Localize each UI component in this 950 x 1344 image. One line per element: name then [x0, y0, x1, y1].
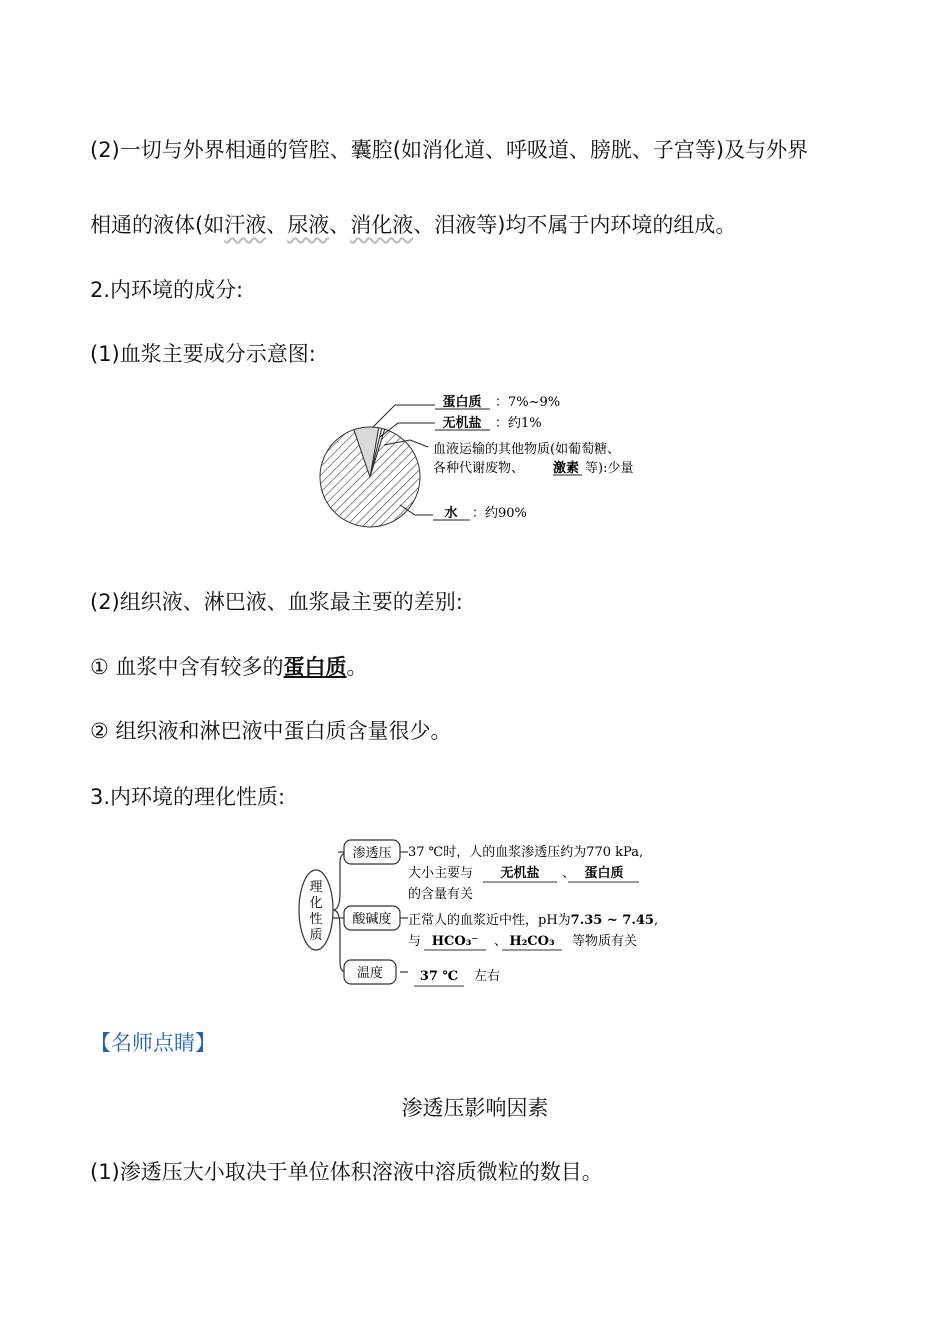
acidity-line2-prefix: 与	[408, 934, 422, 949]
root-char: 化	[309, 896, 323, 911]
list-item	[90, 653, 368, 681]
water-label: 水	[444, 506, 458, 521]
acidity-label: 酸碱度	[352, 912, 392, 927]
osmotic-protein: 蛋白质	[584, 866, 624, 881]
root-char: 理	[309, 880, 323, 895]
text-segment: 尿液	[287, 213, 330, 237]
hco3-answer: HCO₃⁻	[431, 934, 479, 949]
osmotic-salt: 无机盐	[500, 866, 540, 881]
paragraph-line	[90, 211, 736, 239]
tip-title: 【名师点睛】	[90, 1031, 216, 1055]
h2co3-answer: H₂CO₃	[509, 934, 555, 949]
temperature-label: 温度	[356, 966, 384, 981]
osmotic-line1: 37 ℃时，人的血浆渗透压约为770 kPa,	[408, 845, 644, 860]
salt-value: ：约1%	[495, 416, 542, 431]
tip-line: (1)渗透压大小取决于单位体积溶液中溶质微粒的数目。	[90, 1160, 603, 1184]
temperature-value: 37 ℃	[419, 969, 459, 984]
plasma-pie-diagram	[300, 385, 660, 545]
tip-subtitle: 渗透压影响因素	[401, 1096, 549, 1120]
sub-heading: (1)血浆主要成分示意图:	[90, 342, 316, 366]
osmotic-line2: 大小主要与	[408, 866, 474, 881]
other-substances-line1: 血液运输的其他物质(如葡萄糖、	[433, 442, 621, 457]
text-segment: 、	[413, 213, 435, 237]
protein-value: ：7%~9%	[495, 395, 561, 410]
physicochemical-mindmap	[296, 832, 666, 992]
text-segment: 。	[346, 655, 368, 679]
acidity-line2-suffix: 等物质有关	[572, 934, 638, 949]
sub-heading: (2)组织液、淋巴液、血浆最主要的差别:	[90, 590, 463, 614]
text-segment: 消化液	[350, 213, 414, 237]
protein-label: 蛋白质	[442, 395, 482, 410]
text-segment: ① 血浆中含有较多的	[90, 655, 284, 679]
acidity-line1: 正常人的血浆近中性，pH为7.35 ~ 7.45,	[408, 913, 659, 928]
section-heading: 2.内环境的成分:	[90, 278, 244, 302]
salt-label: 无机盐	[442, 416, 482, 431]
hormone-label: 激素	[553, 461, 580, 476]
root-char: 质	[309, 928, 323, 943]
paragraph-line: (2)一切与外界相通的管腔、囊腔(如消化道、呼吸道、膀胱、子宫等)及与外界	[90, 138, 809, 162]
water-value: ：约90%	[472, 506, 527, 521]
text-segment: 、	[266, 213, 288, 237]
acidity-sep: 、	[494, 934, 508, 949]
osmotic-line3: 的含量有关	[408, 887, 474, 902]
osmotic-label: 渗透压	[352, 846, 392, 861]
text-segment: 、	[329, 213, 351, 237]
other-substances-line2b: 等):少量	[585, 461, 634, 476]
other-substances-line2a: 各种代谢废物、	[433, 461, 525, 476]
answer-text: 蛋白质	[283, 655, 347, 679]
text-segment: 相通的液体(如	[90, 213, 225, 237]
text-segment: 汗液	[224, 213, 267, 237]
text-segment: 泪液等)均不属于内环境的组成。	[434, 213, 737, 237]
root-char: 性	[309, 912, 323, 927]
temperature-suffix: 左右	[474, 969, 501, 984]
list-item: ② 组织液和淋巴液中蛋白质含量很少。	[90, 719, 452, 743]
section-heading: 3.内环境的理化性质:	[90, 785, 286, 809]
osmotic-sep: 、	[562, 866, 576, 881]
